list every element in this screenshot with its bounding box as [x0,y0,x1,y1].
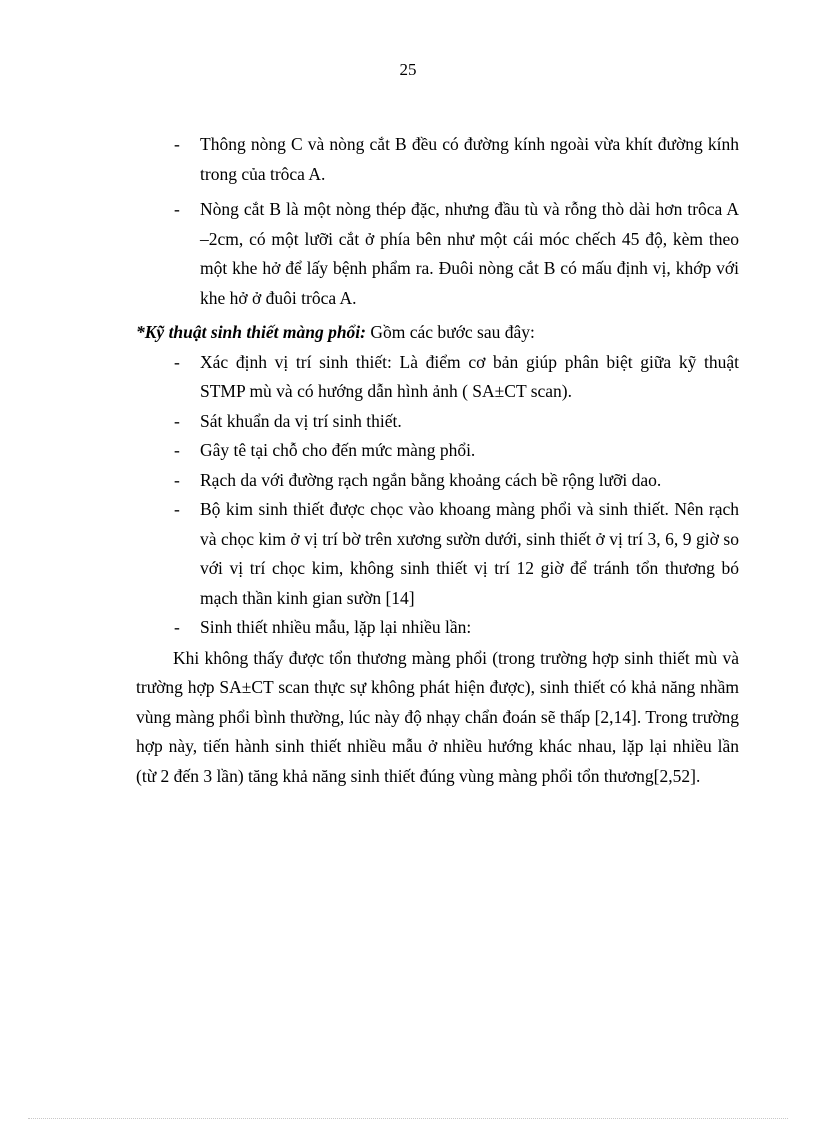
document-body [136,130,739,791]
bullet-dash: - [174,351,180,372]
list-item [136,466,739,496]
bullet-dash: - [174,617,180,637]
section-heading-rest: Gồm các bước sau đây: [366,322,535,342]
body-paragraph: Khi không thấy được tổn thương màng phổi (trong trường hợp sinh thiết mù và trường hợp SA±CT scan thực sự không phát hiện được), sinh thiết có khả năng nhầm vùng màng phổi bình thường, lúc này độ nhạy chẩn đoán sẽ thấp [2,14]. Trong trường hợp này, tiến hành sinh thiết nhiều mẫu ở nhiều hướng khác nhau, lặp lại nhiều lần (từ 2 đến 3 lần) tăng khả năng sinh thiết đúng vùng màng phổi tổn thương[2,52]. [136,647,739,786]
list-item [136,348,739,407]
list-item-text: Gây tê tại chỗ cho đến mức màng phổi. [200,440,476,460]
list-item-text: Thông nòng C và nòng cắt B đều có đường kính ngoài vừa khít đường kính trong của trôca A. [200,134,739,184]
section-heading [136,318,739,348]
page-bottom-divider [28,1118,788,1119]
list-item-text: Xác định vị trí sinh thiết: Là điểm cơ bản giúp phân biệt giữa kỹ thuật STMP mù và có hướng dẫn hình ảnh ( SA±CT scan). [200,351,739,401]
list-item [136,495,739,613]
list-item-text: Sát khuẩn da vị trí sinh thiết. [200,410,402,431]
list-item-text: Sinh thiết nhiều mẫu, lặp lại nhiều lần: [200,617,472,637]
bullet-dash: - [174,199,180,219]
bullet-dash: - [174,410,180,431]
list-item-text: Nòng cắt B là một nòng thép đặc, nhưng đầu tù và rỗng thò dài hơn trôca A –2cm, có một lưỡi cắt ở phía bên như một cái móc chếch 45 độ, kèm theo một khe hở để lấy bệnh phẩm ra. Đuôi nòng cắt B có mấu định vị, khớp với khe hở ở đuôi trôca A. [200,199,739,308]
list-item [136,436,739,466]
list-item-text: Rạch da với đường rạch ngắn bằng khoảng cách bề rộng lưỡi dao. [200,469,662,490]
bullet-dash: - [174,469,180,490]
page-number: 25 [399,60,417,79]
list-item [136,407,739,437]
section-heading-title: *Kỹ thuật sinh thiết màng phổi: [136,322,366,342]
bullet-dash: - [174,440,180,460]
bullet-dash: - [174,134,180,154]
list-item [136,613,739,643]
bullet-dash: - [174,499,180,519]
list-item [136,130,739,189]
list-item-text: Bộ kim sinh thiết được chọc vào khoang màng phổi và sinh thiết. Nên rạch và chọc kim ở vị trí bờ trên xương sườn dưới, sinh thiết ở vị trí 3, 6, 9 giờ so với vị trí chọc kim, không sinh thiết vị trí 12 giờ để tránh tổn thương bó mạch thần kinh gian sườn [14] [200,499,739,608]
list-item [136,195,739,313]
